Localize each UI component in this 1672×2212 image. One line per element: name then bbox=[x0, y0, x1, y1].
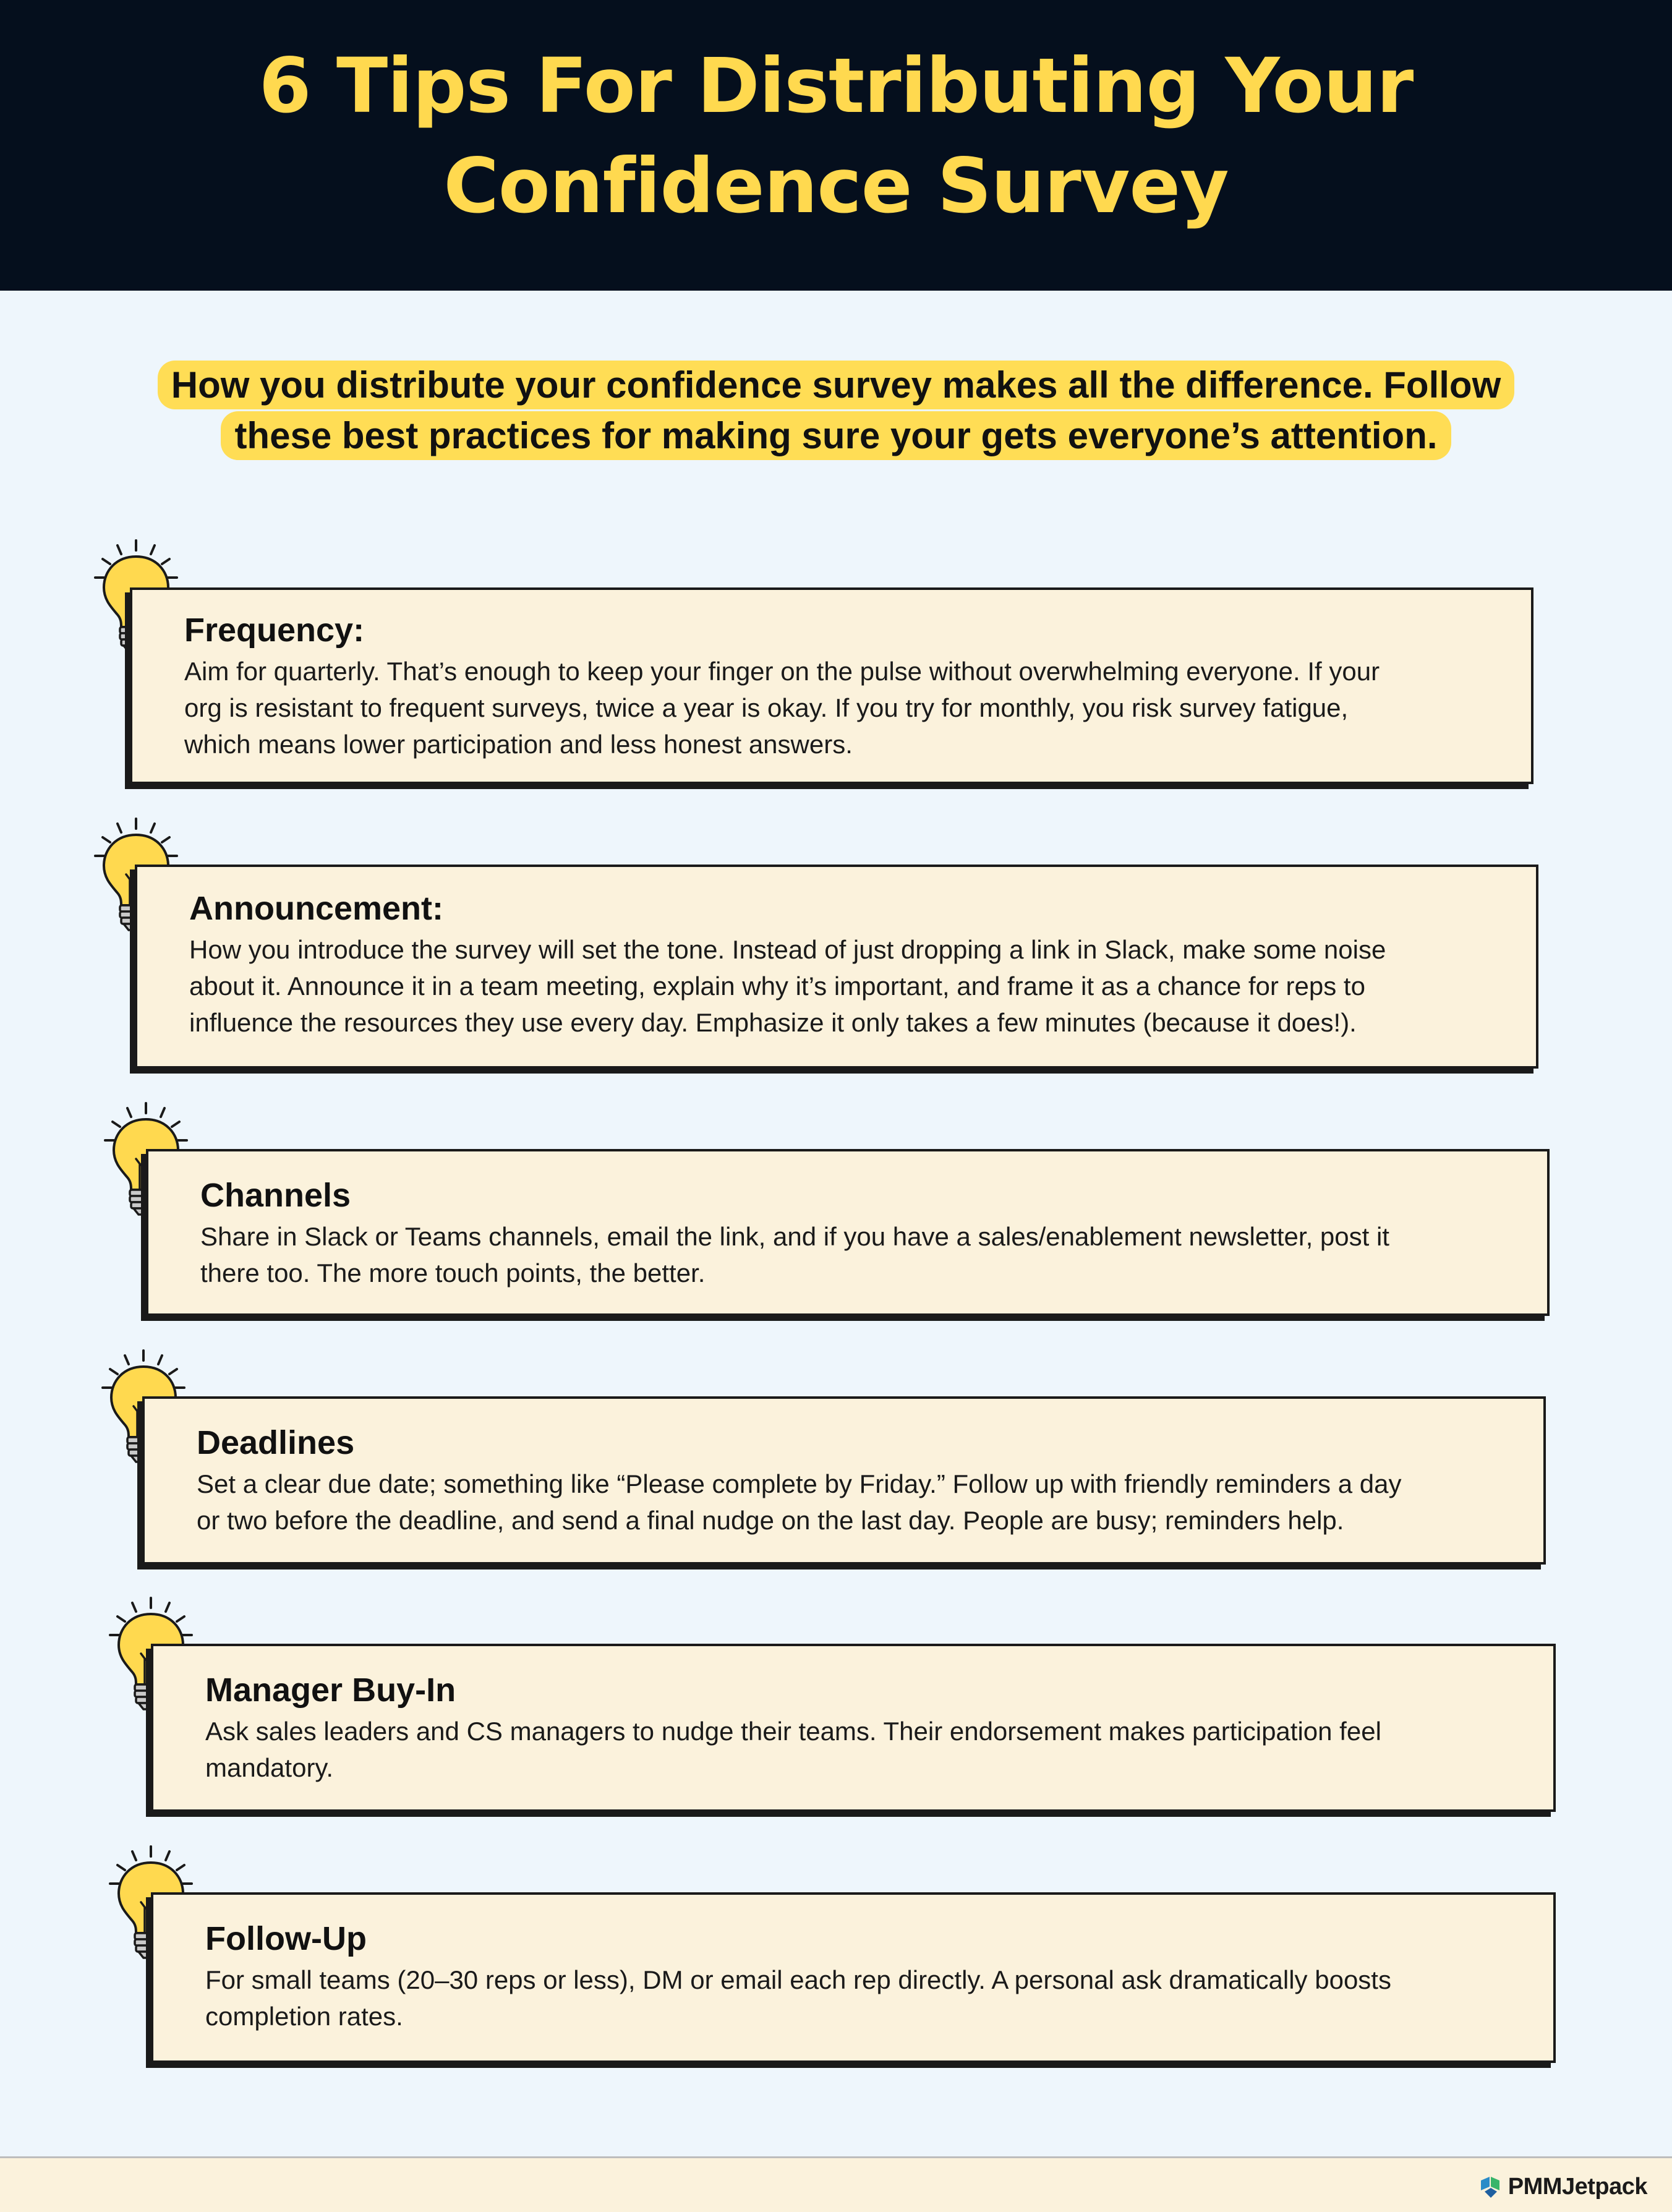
page-title-line-2: Confidence Survey bbox=[443, 142, 1229, 230]
tip-body bbox=[197, 1466, 1500, 1539]
intro-text bbox=[158, 361, 1515, 460]
page-title-line-1: 6 Tips For Distributing Your bbox=[258, 42, 1414, 130]
tip-body-line: Share in Slack or Teams channels, email the link, and if you have a sales/enablement newsletter, post it bbox=[200, 1222, 1389, 1251]
tip-body-line: there too. The more touch points, the better. bbox=[200, 1258, 706, 1287]
logo-text: PMMJetpack bbox=[1508, 2173, 1647, 2200]
tip-card-deadlines bbox=[142, 1396, 1546, 1565]
tip-body-line: org is resistant to frequent surveys, twice a year is okay. If you try for monthly, you risk survey fatigue, bbox=[184, 693, 1349, 722]
brand-logo bbox=[1478, 2172, 1647, 2201]
tip-body bbox=[205, 1962, 1510, 2035]
tip-body-line: influence the resources they use every day. Emphasize it only takes a few minutes (because it does!). bbox=[189, 1008, 1357, 1037]
tip-body-line: Ask sales leaders and CS managers to nudge their teams. Their endorsement makes participation feel bbox=[205, 1717, 1381, 1746]
page-title bbox=[0, 36, 1672, 236]
tip-title: Deadlines bbox=[197, 1424, 355, 1461]
tip-card-follow-up bbox=[151, 1892, 1556, 2063]
tip-body-line: about it. Announce it in a team meeting, explain why it’s important, and frame it as a chance for reps to bbox=[189, 971, 1365, 1001]
tip-card-frequency bbox=[130, 587, 1533, 784]
intro-line-2: these best practices for making sure your gets everyone’s attention. bbox=[234, 415, 1438, 456]
tip-body-line: which means lower participation and less honest answers. bbox=[184, 730, 853, 759]
tip-body-line: How you introduce the survey will set the tone. Instead of just dropping a link in Slack, make some noise bbox=[189, 935, 1386, 964]
footer-bar bbox=[0, 2156, 1672, 2212]
tip-title: Channels bbox=[200, 1177, 351, 1214]
tip-card-manager-buy-in bbox=[151, 1644, 1556, 1812]
tip-body bbox=[189, 931, 1493, 1041]
tip-body-line: completion rates. bbox=[205, 2002, 403, 2031]
tip-body-line: or two before the deadline, and send a final nudge on the last day. People are busy; reminders help. bbox=[197, 1506, 1344, 1535]
tip-body bbox=[200, 1218, 1504, 1291]
tip-title: Manager Buy-In bbox=[205, 1672, 456, 1709]
tip-title: Follow-Up bbox=[205, 1920, 367, 1957]
tip-body bbox=[205, 1713, 1510, 1786]
tip-title: Frequency: bbox=[184, 612, 365, 649]
tip-body-line: mandatory. bbox=[205, 1753, 333, 1782]
tip-body-line: Set a clear due date; something like “Please complete by Friday.” Follow up with friendly reminders a day bbox=[197, 1469, 1402, 1498]
tip-body-line: For small teams (20–30 reps or less), DM or email each rep directly. A personal ask dramatically boosts bbox=[205, 1965, 1391, 1994]
tip-body-line: Aim for quarterly. That’s enough to keep your finger on the pulse without overwhelming everyone. If your bbox=[184, 657, 1380, 686]
jetpack-logo-icon bbox=[1478, 2174, 1503, 2199]
tip-body bbox=[184, 653, 1488, 762]
tip-card-channels bbox=[146, 1149, 1550, 1316]
header-banner bbox=[0, 0, 1672, 291]
intro-callout bbox=[0, 360, 1672, 461]
intro-line-1: How you distribute your confidence survey makes all the difference. Follow bbox=[171, 364, 1501, 406]
tip-card-announcement bbox=[135, 865, 1538, 1069]
tip-title: Announcement: bbox=[189, 890, 443, 927]
